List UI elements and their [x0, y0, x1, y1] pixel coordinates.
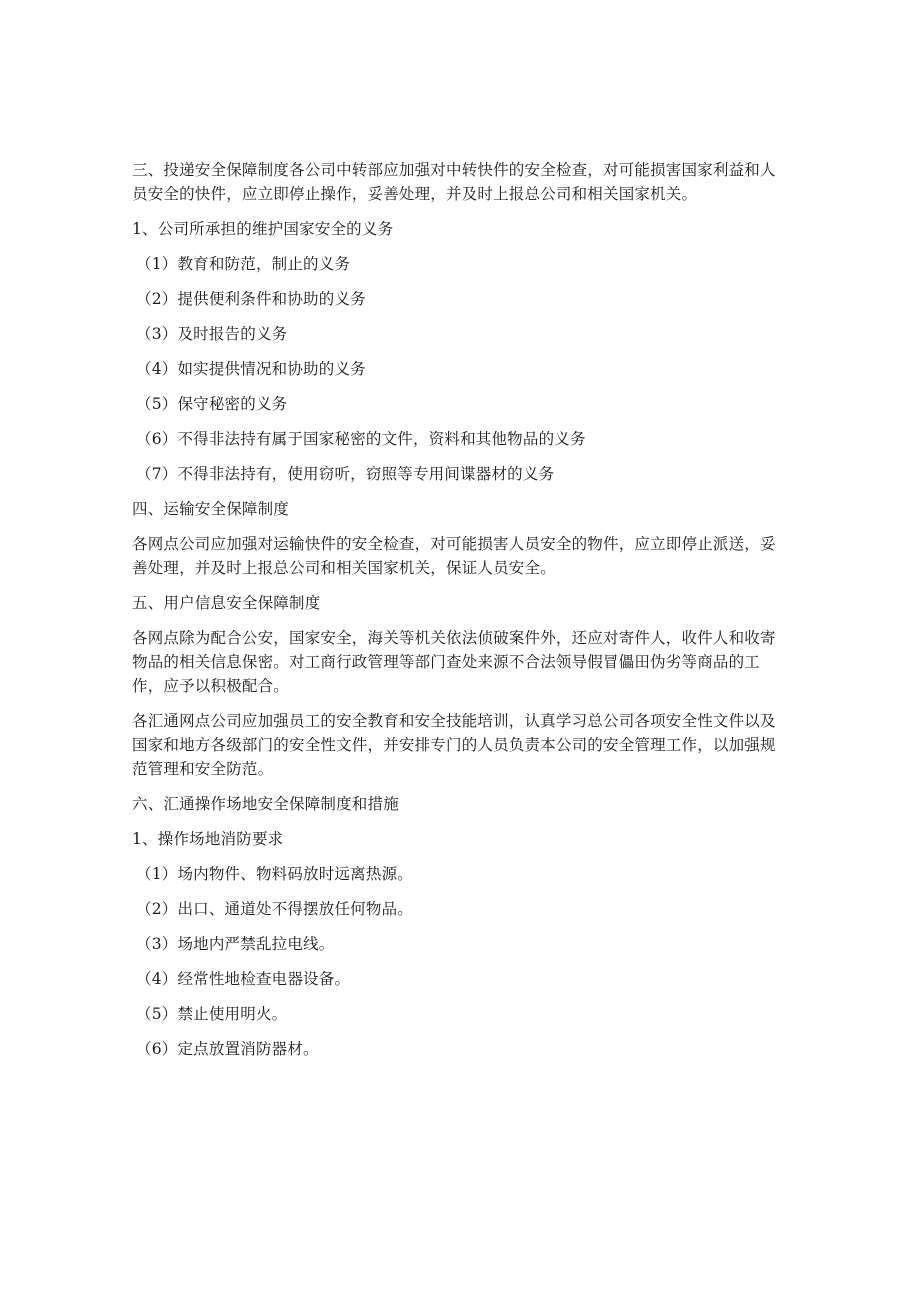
obligations-heading: 1、公司所承担的维护国家安全的义务: [132, 220, 394, 238]
list-item: （7）不得非法持有，使用窃听，窃照等专用间谍器材的义务: [136, 465, 555, 483]
section-5-paragraph: 各网点除为配合公安，国家安全，海关等机关依法侦破案件外，还应对寄件人，收件人和收寄物品的相关信息保密。对工商行政管理等部门查处来源不合法领导假冒儡田伪劣等商品的工作，应予以积极配合。: [132, 629, 776, 695]
section-4-paragraph: 各网点公司应加强对运输快件的安全检查，对可能损害人员安全的物件，应立即停止派送，妥善处理，并及时上报总公司和相关国家机关，保证人员安全。: [132, 535, 776, 577]
list-item: （4）经常性地检查电器设备。: [136, 970, 351, 988]
section-6-heading: 六、汇通操作场地安全保障制度和措施: [132, 795, 399, 813]
list-item: （6）定点放置消防器材。: [136, 1040, 319, 1058]
list-item: （4）如实提供情况和协助的义务: [136, 360, 366, 378]
list-item: （3）及时报告的义务: [136, 325, 288, 343]
list-item: （2）提供便利条件和协助的义务: [136, 290, 366, 308]
list-item: （1）教育和防范，制止的义务: [136, 255, 351, 273]
list-item: （6）不得非法持有属于国家秘密的文件，资料和其他物品的义务: [136, 430, 586, 448]
section-3-heading-paragraph: 三、投递安全保障制度各公司中转部应加强对中转快件的安全检查，对可能损害国家利益和人员安全的快件，应立即停止操作，妥善处理，并及时上报总公司和相关国家机关。: [132, 161, 776, 203]
list-item: （5）禁止使用明火。: [136, 1005, 288, 1023]
fire-requirements-heading: 1、操作场地消防要求: [132, 830, 284, 848]
section-5-heading: 五、用户信息安全保障制度: [132, 594, 321, 612]
list-item: （5）保守秘密的义务: [136, 395, 288, 413]
training-paragraph: 各汇通网点公司应加强员工的安全教育和安全技能培训，认真学习总公司各项安全性文件以及国家和地方各级部门的安全性文件，并安排专门的人员负责本公司的安全管理工作，以加强规范管理和安全防范。: [132, 712, 776, 778]
section-4-heading: 四、运输安全保障制度: [132, 500, 290, 518]
document-body: [132, 158, 784, 1072]
list-item: （1）场内物件、物料码放时远离热源。: [136, 865, 413, 883]
list-item: （3）场地内严禁乱拉电线。: [136, 935, 335, 953]
list-item: （2）出口、通道处不得摆放任何物品。: [136, 900, 413, 918]
